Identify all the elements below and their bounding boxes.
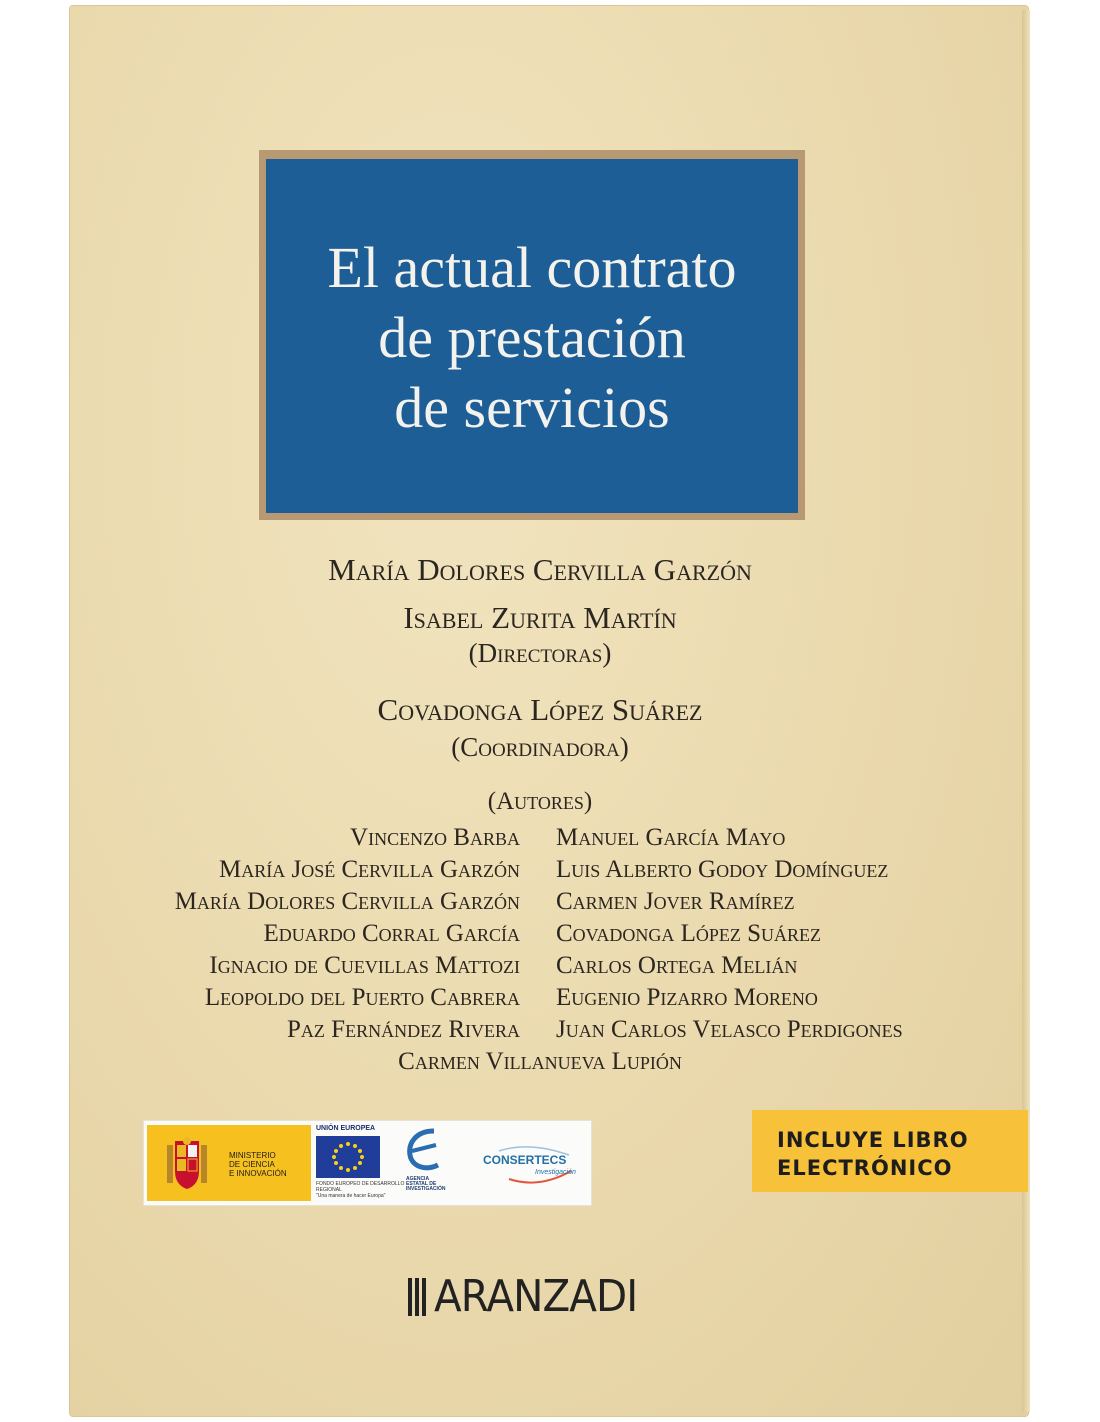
author-left: María José Cervilla Garzón <box>219 856 520 883</box>
author-left: Ignacio de Cuevillas Mattozi <box>209 952 520 979</box>
publisher-name: ARANZADI <box>434 1271 638 1322</box>
sponsor-logos <box>143 1120 592 1206</box>
publisher-bars-icon <box>408 1278 430 1316</box>
author-right: Eugenio Pizarro Moreno <box>556 984 818 1011</box>
author-left: María Dolores Cervilla Garzón <box>174 888 520 915</box>
spain-coat-of-arms-icon <box>165 1137 209 1191</box>
book-title-line-3: de servicios <box>394 375 670 440</box>
director-2: Isabel Zurita Martín <box>403 600 677 635</box>
eu-fund-text <box>316 1181 406 1199</box>
authors-heading: (Autores) <box>487 788 593 815</box>
eu-title: UNIÓN EUROPEA <box>316 1125 376 1132</box>
ebook-badge-line-2: ELECTRÓNICO <box>777 1156 953 1180</box>
ministry-logo <box>147 1125 311 1201</box>
ebook-badge-line-1: INCLUYE LIBRO <box>777 1128 969 1152</box>
ministry-name: MINISTERIO DE CIENCIA E INNOVACIÓN <box>229 1151 287 1178</box>
consertecs-sub: Investigación <box>535 1169 576 1176</box>
author-right: Juan Carlos Velasco Perdigones <box>556 1016 903 1043</box>
author-right: Covadonga López Suárez <box>556 920 822 947</box>
directors-role: (Directoras) <box>468 638 612 668</box>
cover-edge <box>1022 10 1030 1412</box>
book-title-line-2: de prestación <box>378 305 686 370</box>
eu-logo <box>316 1125 405 1201</box>
author-right: Manuel García Mayo <box>556 824 786 851</box>
author-left: Eduardo Corral García <box>263 920 520 947</box>
coordinator-role: (Coordinadora) <box>451 732 629 762</box>
consertecs-logo <box>479 1145 579 1185</box>
eu-fund: FONDO EUROPEO DE DESARROLLO REGIONAL <box>316 1181 405 1193</box>
author-last: Carmen Villanueva Lupión <box>398 1048 682 1075</box>
agency-logo <box>400 1125 450 1201</box>
book-title-line-1: El actual contrato <box>327 235 737 300</box>
author-right: Luis Alberto Godoy Domínguez <box>556 856 889 883</box>
eu-motto: "Una manera de hacer Europa" <box>316 1193 386 1199</box>
author-left: Paz Fernández Rivera <box>287 1016 520 1043</box>
author-left: Leopoldo del Puerto Cabrera <box>204 984 520 1011</box>
author-right: Carlos Ortega Melián <box>556 952 798 979</box>
agency-e-icon <box>400 1125 450 1175</box>
agency-name: AGENCIA ESTATAL DE INVESTIGACIÓN <box>406 1176 446 1192</box>
director-1: María Dolores Cervilla Garzón <box>328 552 752 587</box>
author-left: Vincenzo Barba <box>350 824 520 851</box>
author-right: Carmen Jover Ramírez <box>556 888 795 915</box>
coordinator: Covadonga López Suárez <box>377 692 703 727</box>
eu-flag-icon <box>316 1136 380 1178</box>
consertecs-name: CONSERTECS <box>483 1153 567 1167</box>
